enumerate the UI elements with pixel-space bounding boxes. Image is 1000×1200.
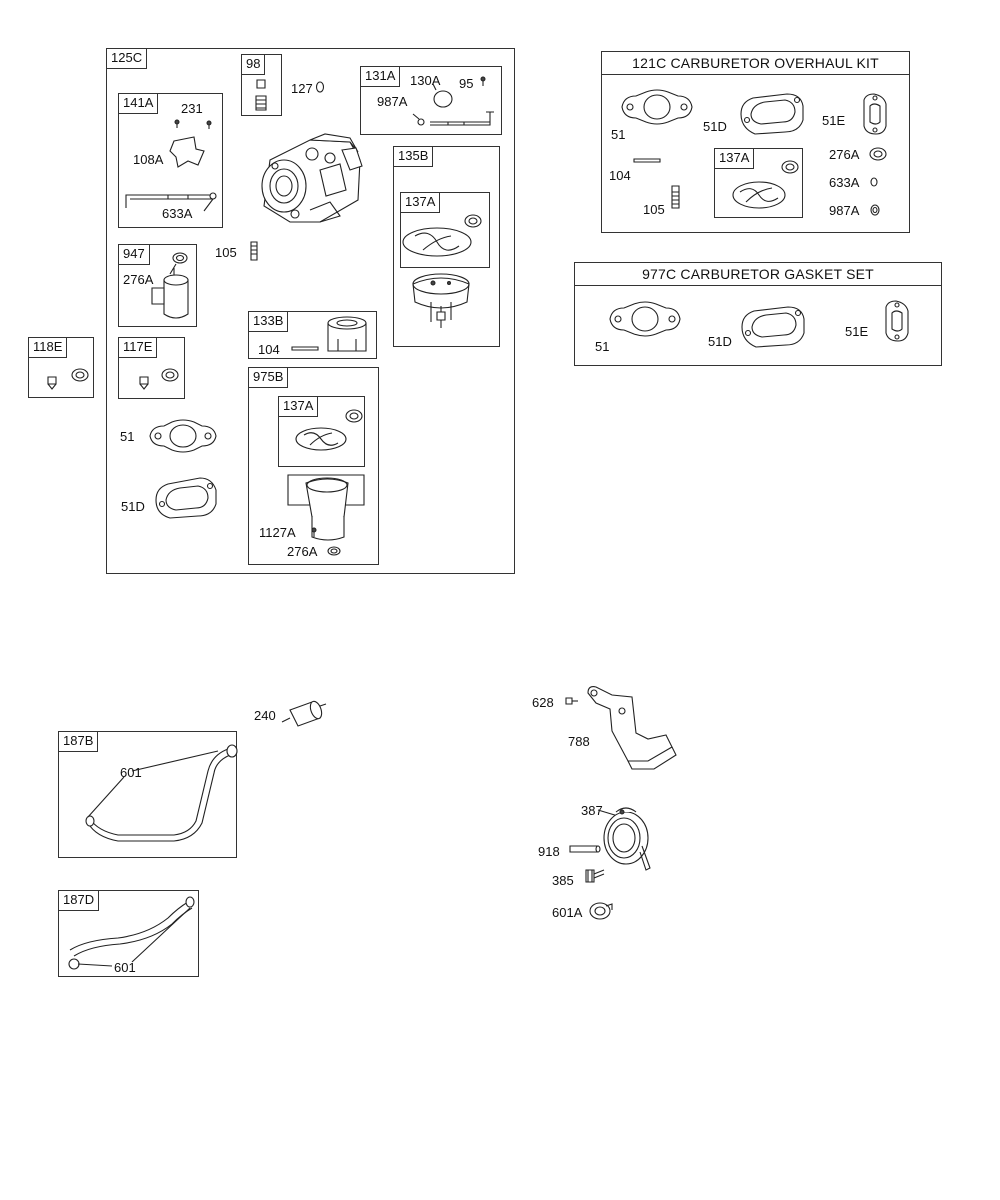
- pin-illustration-104: [632, 156, 662, 166]
- gasket-illustration-51-set: [606, 298, 684, 340]
- screw-washer-illustration-117E: [118, 337, 185, 399]
- screw-illustration-98: [241, 54, 282, 116]
- part-label-987A: 987A: [829, 203, 860, 218]
- kit-label-187D: 187D: [59, 891, 99, 911]
- part-label-601: 601: [114, 960, 136, 975]
- part-label-788: 788: [568, 734, 590, 749]
- kit-header-121C: 121C CARBURETOR OVERHAUL KIT: [602, 52, 909, 75]
- kit-label-117E: 117E: [119, 338, 157, 358]
- kit-label-975B: 975B: [249, 368, 288, 388]
- kit-label-118E: 118E: [29, 338, 67, 358]
- part-label-130A: 130A: [410, 73, 441, 88]
- kit-label-137A-overhaul: 137A: [715, 149, 754, 169]
- kit-label-131A: 131A: [361, 67, 400, 87]
- carburetor-body-illustration: [250, 130, 380, 230]
- screw-washer-illustration-118E: [28, 337, 94, 398]
- part-label-276A: 276A: [123, 272, 154, 287]
- part-label-105: 105: [215, 245, 237, 260]
- gasket-illustration-51E-overhaul: [858, 90, 890, 138]
- kit-label-133B: 133B: [249, 312, 288, 332]
- part-label-601: 601: [120, 765, 142, 780]
- gasket-illustration-51D: [150, 474, 222, 522]
- seal-illustration-276A: [868, 146, 888, 162]
- ring-illustration-127: [314, 80, 326, 94]
- part-label-105: 105: [643, 202, 665, 217]
- part-label-127: 127: [291, 81, 313, 96]
- part-label-95: 95: [459, 76, 474, 91]
- float-illustration-133B: [248, 311, 377, 359]
- part-label-51: 51: [120, 429, 135, 444]
- screw-illustration-628: [562, 694, 580, 708]
- kit-header-977C: 977C CARBURETOR GASKET SET: [575, 263, 941, 286]
- hose-illustration-918: [568, 842, 604, 856]
- part-label-51D: 51D: [703, 119, 727, 134]
- gasket-illustration-51D-overhaul: [737, 90, 809, 136]
- screw-illustration-385: [580, 864, 608, 890]
- part-label-104: 104: [609, 168, 631, 183]
- fuel-filter-illustration: [278, 696, 328, 736]
- gasket-illustration-51E-set: [880, 297, 912, 345]
- kit-label-137A-mid: 137A: [279, 397, 318, 417]
- part-label-51: 51: [595, 339, 610, 354]
- washer-illustration-987A: [868, 202, 882, 218]
- part-label-276A: 276A: [829, 147, 860, 162]
- throttle-shaft-illustration: [118, 93, 223, 228]
- part-label-51: 51: [611, 127, 626, 142]
- part-label-276A: 276A: [287, 544, 318, 559]
- kit-label-141A: 141A: [119, 94, 158, 114]
- choke-shaft-illustration: [360, 66, 502, 135]
- part-label-601A: 601A: [552, 905, 583, 920]
- fuel-line-illustration-187D: [58, 890, 199, 977]
- kit-label-98: 98: [242, 55, 265, 75]
- part-label-987A: 987A: [377, 94, 408, 109]
- part-label-51E: 51E: [822, 113, 846, 128]
- gasket-illustration-51D-set: [738, 303, 810, 349]
- fuel-line-illustration-187B: [58, 731, 237, 858]
- part-label-628: 628: [532, 695, 554, 710]
- part-label-918: 918: [538, 844, 560, 859]
- fuel-solenoid-illustration: [118, 244, 197, 327]
- kit-label-135B: 135B: [394, 147, 433, 167]
- part-label-240: 240: [254, 708, 276, 723]
- kit-label-187B: 187B: [59, 732, 98, 752]
- kit-label-125C: 125C: [107, 49, 147, 69]
- washer-illustration-633A: [868, 175, 880, 189]
- part-label-633A: 633A: [829, 175, 860, 190]
- part-label-1127A: 1127A: [259, 525, 296, 540]
- kit-label-137A-top: 137A: [401, 193, 440, 213]
- gasket-illustration-51: [146, 416, 220, 456]
- screw-illustration-105-overhaul: [668, 184, 682, 210]
- part-label-51D: 51D: [121, 499, 145, 514]
- hose-clamp-illustration-601A: [586, 900, 614, 922]
- float-needle-illustration-overhaul: [714, 148, 803, 218]
- kit-label-947: 947: [119, 245, 150, 265]
- float-bowl-illustration-135B: [393, 146, 500, 347]
- part-label-231: 231: [181, 101, 203, 116]
- part-label-633A: 633A: [162, 206, 193, 221]
- gasket-illustration-51-overhaul: [618, 86, 696, 128]
- part-label-385: 385: [552, 873, 574, 888]
- part-label-387: 387: [581, 803, 603, 818]
- bracket-illustration-788: [582, 683, 692, 773]
- part-label-108A: 108A: [133, 152, 164, 167]
- part-label-51E: 51E: [845, 324, 869, 339]
- part-label-51D: 51D: [708, 334, 732, 349]
- screw-illustration-105: [247, 240, 261, 262]
- part-label-104: 104: [258, 342, 280, 357]
